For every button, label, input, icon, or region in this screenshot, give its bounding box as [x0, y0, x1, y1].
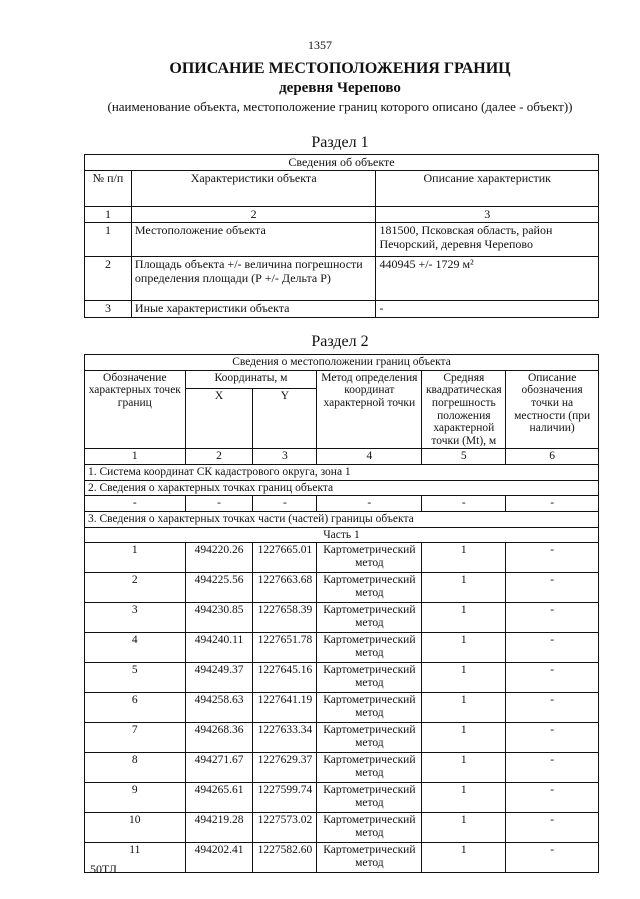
numbering-cell: 6 [506, 449, 599, 465]
point-description: - [506, 843, 599, 873]
section1-caption-row [85, 155, 599, 171]
document-title: ОПИСАНИЕ МЕСТОПОЛОЖЕНИЯ ГРАНИЦ [169, 60, 511, 77]
parts-heading: 3. Сведения о характерных точках части (частей) границы объекта [85, 512, 599, 528]
description-cell: 440945 +/- 1729 м² [376, 257, 599, 301]
header-coordinates: Координаты, м [185, 370, 317, 389]
coord-x: 494265.61 [185, 783, 253, 813]
empty-cell: - [185, 496, 253, 512]
coord-x: 494230.85 [185, 603, 253, 633]
error-cell: 1 [422, 663, 506, 693]
section1-header-row [85, 171, 599, 207]
error-cell: 1 [422, 723, 506, 753]
characteristic-cell: Площадь объекта +/- величина погрешности определения площади (Р +/- Дельта Р) [131, 257, 376, 301]
error-cell: 1 [422, 543, 506, 573]
error-cell: 1 [422, 753, 506, 783]
page-number: 1357 [308, 38, 332, 52]
coord-y: 1227665.01 [253, 543, 317, 573]
numbering-cell: 2 [185, 449, 253, 465]
section1-numbering-row [85, 207, 599, 223]
error-cell: 1 [422, 693, 506, 723]
point-description: - [506, 633, 599, 663]
method-cell: Картометрический метод [317, 543, 422, 573]
object-name: деревня Черепово [279, 80, 401, 96]
header-number: № п/п [85, 171, 132, 207]
parts-heading-row [85, 512, 599, 528]
coordinate-system: 1. Система координат СК кадастрового округа, зона 1 [85, 465, 599, 481]
point-number: 10 [85, 813, 186, 843]
coord-x: 494249.37 [185, 663, 253, 693]
footer-code: 50ТЛ [90, 862, 117, 876]
error-cell: 1 [422, 633, 506, 663]
method-cell: Картометрический метод [317, 573, 422, 603]
table-row [85, 753, 599, 783]
points-heading-row [85, 480, 599, 496]
header-description: Описание характеристик [376, 171, 599, 207]
empty-cell: - [317, 496, 422, 512]
numbering-cell: 1 [85, 207, 132, 223]
method-cell: Картометрический метод [317, 663, 422, 693]
point-description: - [506, 603, 599, 633]
coord-y: 1227641.19 [253, 693, 317, 723]
system-row [85, 465, 599, 481]
point-number: 3 [85, 603, 186, 633]
numbering-cell: 5 [422, 449, 506, 465]
coord-y: 1227599.74 [253, 783, 317, 813]
coord-y: 1227663.68 [253, 573, 317, 603]
coord-y: 1227629.37 [253, 753, 317, 783]
method-cell: Картометрический метод [317, 813, 422, 843]
table-row [85, 543, 599, 573]
numbering-cell: 2 [131, 207, 376, 223]
empty-cell: - [422, 496, 506, 512]
point-description: - [506, 543, 599, 573]
coord-x: 494271.67 [185, 753, 253, 783]
method-cell: Картометрический метод [317, 753, 422, 783]
coord-x: 494268.36 [185, 723, 253, 753]
coord-x: 494258.63 [185, 693, 253, 723]
error-cell: 1 [422, 783, 506, 813]
point-description: - [506, 573, 599, 603]
row-number: 3 [85, 301, 132, 317]
section1-title: Раздел 1 [311, 134, 369, 151]
description-cell: 181500, Псковская область, район Печорский, деревня Черепово [376, 223, 599, 257]
coord-x: 494202.41 [185, 843, 253, 873]
header-method: Метод определения координат характерной точки [317, 370, 422, 449]
method-cell: Картометрический метод [317, 633, 422, 663]
error-cell: 1 [422, 573, 506, 603]
empty-cell: - [85, 496, 186, 512]
part-label-row [85, 527, 599, 543]
point-number: 7 [85, 723, 186, 753]
coord-y: 1227633.34 [253, 723, 317, 753]
row-number: 1 [85, 223, 132, 257]
coord-y: 1227573.02 [253, 813, 317, 843]
point-number: 11 [85, 843, 186, 873]
point-description: - [506, 723, 599, 753]
section2-numbering-row [85, 449, 599, 465]
header-point-description: Описание обозначения точки на местности (при наличии) [506, 370, 599, 449]
coord-x: 494225.56 [185, 573, 253, 603]
points-empty-row [85, 496, 599, 512]
coord-y: 1227658.39 [253, 603, 317, 633]
table-row [85, 301, 599, 317]
header-error: Средняя квадратическая погрешность положения характерной точки (Mt), м [422, 370, 506, 449]
coord-x: 494220.26 [185, 543, 253, 573]
point-description: - [506, 693, 599, 723]
section2-caption: Сведения о местоположении границ объекта [85, 355, 599, 371]
error-cell: 1 [422, 603, 506, 633]
coord-y: 1227582.60 [253, 843, 317, 873]
table-row [85, 723, 599, 753]
method-cell: Картометрический метод [317, 693, 422, 723]
table-row [85, 813, 599, 843]
section2-table [84, 354, 599, 873]
points-heading: 2. Сведения о характерных точках границ объекта [85, 480, 599, 496]
part-label: Часть 1 [85, 527, 599, 543]
section1-table [84, 154, 599, 318]
section2-header-row [85, 370, 599, 389]
characteristic-cell: Местоположение объекта [131, 223, 376, 257]
section2-title: Раздел 2 [311, 333, 369, 350]
header-point: Обозначение характерных точек границ [85, 370, 186, 449]
method-cell: Картометрический метод [317, 843, 422, 873]
method-cell: Картометрический метод [317, 603, 422, 633]
object-description: (наименование объекта, местоположение границ которого описано (далее - объект)) [107, 99, 573, 114]
point-description: - [506, 663, 599, 693]
header-x: X [185, 389, 253, 449]
point-rows [85, 543, 599, 873]
point-number: 8 [85, 753, 186, 783]
numbering-cell: 4 [317, 449, 422, 465]
point-description: - [506, 783, 599, 813]
numbering-cell: 3 [376, 207, 599, 223]
point-number: 6 [85, 693, 186, 723]
point-number: 2 [85, 573, 186, 603]
method-cell: Картометрический метод [317, 783, 422, 813]
table-row [85, 603, 599, 633]
table-row [85, 663, 599, 693]
table-row [85, 223, 599, 257]
numbering-cell: 3 [253, 449, 317, 465]
characteristic-cell: Иные характеристики объекта [131, 301, 376, 317]
point-number: 5 [85, 663, 186, 693]
coord-x: 494219.28 [185, 813, 253, 843]
point-number: 1 [85, 543, 186, 573]
table-row [85, 693, 599, 723]
point-description: - [506, 753, 599, 783]
header-y: Y [253, 389, 317, 449]
table-row [85, 257, 599, 301]
empty-cell: - [253, 496, 317, 512]
section1-caption: Сведения об объекте [85, 155, 599, 171]
point-description: - [506, 813, 599, 843]
table-row [85, 633, 599, 663]
error-cell: 1 [422, 843, 506, 873]
numbering-cell: 1 [85, 449, 186, 465]
table-row [85, 573, 599, 603]
method-cell: Картометрический метод [317, 723, 422, 753]
header-characteristics: Характеристики объекта [131, 171, 376, 207]
point-number: 4 [85, 633, 186, 663]
description-cell: - [376, 301, 599, 317]
coord-y: 1227651.78 [253, 633, 317, 663]
coord-y: 1227645.16 [253, 663, 317, 693]
coord-x: 494240.11 [185, 633, 253, 663]
error-cell: 1 [422, 813, 506, 843]
empty-cell: - [506, 496, 599, 512]
table-row [85, 843, 599, 873]
section2-caption-row [85, 355, 599, 371]
row-number: 2 [85, 257, 132, 301]
table-row [85, 783, 599, 813]
point-number: 9 [85, 783, 186, 813]
